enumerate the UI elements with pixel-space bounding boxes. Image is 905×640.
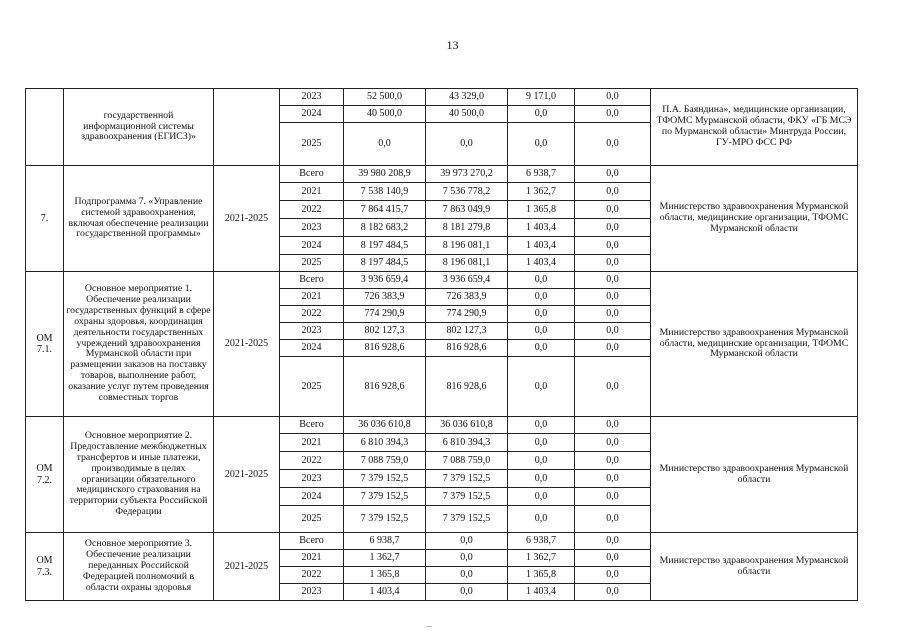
row-responsible: Министерство здравоохранения Мурманской области	[651, 533, 858, 601]
row-federal: 0,0	[508, 452, 575, 470]
row-regional: 7 379 152,5	[426, 470, 508, 488]
row-year: Всего	[280, 272, 344, 289]
row-year: 2024	[280, 237, 344, 255]
row-year: 2023	[280, 323, 344, 340]
row-federal: 0,0	[508, 106, 575, 123]
row-federal: 1 403,4	[508, 219, 575, 237]
row-other: 0,0	[575, 89, 651, 106]
row-responsible: П.А. Баяндина», медицинские организации, ТФОМС Мурманской области, ФКУ «ГБ МСЭ по Мурманской области» Минтруда России, ГУ-МРО ФСС РФ	[651, 89, 858, 166]
row-year: 2024	[280, 488, 344, 506]
row-regional: 39 973 270,2	[426, 166, 508, 183]
row-number	[26, 89, 64, 166]
row-regional: 0,0	[426, 584, 508, 601]
table-row	[26, 417, 858, 434]
row-total: 36 036 610,8	[344, 417, 426, 434]
row-total: 0,0	[344, 123, 426, 166]
row-federal: 1 403,4	[508, 584, 575, 601]
row-regional: 7 379 152,5	[426, 488, 508, 506]
row-name: Основное мероприятие 1. Обеспечение реализации государственных функций в сфере охраны здоровья, координация деятельности государственных учреждений здравоохранения Мурманской области при размещении заказов на поставку товаров, выполнение работ, оказание услуг путем проведения совместных торгов	[64, 272, 214, 417]
row-other: 0,0	[575, 452, 651, 470]
row-responsible: Министерство здравоохранения Мурманской области	[651, 417, 858, 533]
row-number: ОМ 7.3.	[26, 533, 64, 601]
row-regional: 7 379 152,5	[426, 506, 508, 533]
row-year: 2023	[280, 89, 344, 106]
row-total: 6 938,7	[344, 533, 426, 550]
row-other: 0,0	[575, 201, 651, 219]
row-federal: 1 362,7	[508, 183, 575, 201]
row-year: 2023	[280, 470, 344, 488]
row-name: государственной информационной системы здравоохранения (ЕГИСЗ)»	[64, 89, 214, 166]
row-total: 39 980 208,9	[344, 166, 426, 183]
row-year: 2021	[280, 289, 344, 306]
row-regional: 43 329,0	[426, 89, 508, 106]
row-year: 2023	[280, 219, 344, 237]
row-regional: 0,0	[426, 550, 508, 567]
row-other: 0,0	[575, 506, 651, 533]
row-regional: 3 936 659,4	[426, 272, 508, 289]
row-regional: 7 088 759,0	[426, 452, 508, 470]
row-total: 7 088 759,0	[344, 452, 426, 470]
row-total: 7 379 152,5	[344, 488, 426, 506]
row-other: 0,0	[575, 183, 651, 201]
row-total: 7 864 415,7	[344, 201, 426, 219]
row-federal: 6 938,7	[508, 166, 575, 183]
row-regional: 8 196 081,1	[426, 255, 508, 272]
table-row	[26, 533, 858, 550]
row-total: 7 379 152,5	[344, 470, 426, 488]
row-federal: 0,0	[508, 417, 575, 434]
row-other: 0,0	[575, 272, 651, 289]
row-other: 0,0	[575, 357, 651, 417]
row-total: 1 362,7	[344, 550, 426, 567]
row-year: Всего	[280, 166, 344, 183]
row-federal: 0,0	[508, 340, 575, 357]
row-number: 7.	[26, 166, 64, 272]
row-other: 0,0	[575, 550, 651, 567]
row-total: 802 127,3	[344, 323, 426, 340]
row-regional: 0,0	[426, 567, 508, 584]
budget-table	[25, 88, 858, 601]
row-total: 8 197 484,5	[344, 237, 426, 255]
row-federal: 1 365,8	[508, 201, 575, 219]
row-regional: 36 036 610,8	[426, 417, 508, 434]
row-other: 0,0	[575, 306, 651, 323]
row-other: 0,0	[575, 289, 651, 306]
row-total: 1 365,8	[344, 567, 426, 584]
row-year: 2024	[280, 340, 344, 357]
row-federal: 0,0	[508, 289, 575, 306]
row-regional: 0,0	[426, 533, 508, 550]
row-regional: 7 863 049,9	[426, 201, 508, 219]
row-year: 2021	[280, 550, 344, 567]
row-year: 2025	[280, 357, 344, 417]
row-other: 0,0	[575, 237, 651, 255]
row-total: 8 182 683,2	[344, 219, 426, 237]
row-federal: 6 938,7	[508, 533, 575, 550]
row-year: 2022	[280, 306, 344, 323]
row-year: 2023	[280, 584, 344, 601]
row-year: 2022	[280, 567, 344, 584]
row-other: 0,0	[575, 106, 651, 123]
row-year: 2021	[280, 183, 344, 201]
row-total: 6 810 394,3	[344, 434, 426, 452]
row-other: 0,0	[575, 340, 651, 357]
page-number: 13	[446, 38, 459, 52]
row-total: 40 500,0	[344, 106, 426, 123]
row-year: 2022	[280, 201, 344, 219]
row-other: 0,0	[575, 123, 651, 166]
row-regional: 816 928,6	[426, 357, 508, 417]
row-other: 0,0	[575, 434, 651, 452]
row-total: 7 379 152,5	[344, 506, 426, 533]
row-federal: 1 403,4	[508, 237, 575, 255]
row-period	[214, 89, 280, 166]
row-year: 2024	[280, 106, 344, 123]
row-total: 8 197 484,5	[344, 255, 426, 272]
row-other: 0,0	[575, 567, 651, 584]
row-total: 52 500,0	[344, 89, 426, 106]
row-total: 774 290,9	[344, 306, 426, 323]
row-federal: 0,0	[508, 306, 575, 323]
row-federal: 0,0	[508, 323, 575, 340]
row-other: 0,0	[575, 584, 651, 601]
row-total: 3 936 659,4	[344, 272, 426, 289]
scan-mark	[426, 626, 432, 627]
row-other: 0,0	[575, 417, 651, 434]
row-name: Основное мероприятие 3. Обеспечение реализации переданных Российской Федерацией полномочий в области охраны здоровья	[64, 533, 214, 601]
table-row	[26, 166, 858, 183]
row-federal: 0,0	[508, 434, 575, 452]
row-other: 0,0	[575, 533, 651, 550]
row-regional: 40 500,0	[426, 106, 508, 123]
row-responsible: Министерство здравоохранения Мурманской области, медицинские организации, ТФОМС Мурманской области	[651, 166, 858, 272]
row-other: 0,0	[575, 470, 651, 488]
row-name: Подпрограмма 7. «Управление системой здравоохранения, включая обеспечение реализации государственной программы»	[64, 166, 214, 272]
row-total: 816 928,6	[344, 340, 426, 357]
row-federal: 1 365,8	[508, 567, 575, 584]
row-federal: 0,0	[508, 123, 575, 166]
row-year: Всего	[280, 533, 344, 550]
row-total: 7 538 140,9	[344, 183, 426, 201]
row-regional: 802 127,3	[426, 323, 508, 340]
row-responsible: Министерство здравоохранения Мурманской области, медицинские организации, ТФОМС Мурманской области	[651, 272, 858, 417]
row-federal: 9 171,0	[508, 89, 575, 106]
row-period: 2021-2025	[214, 272, 280, 417]
row-number: ОМ 7.1.	[26, 272, 64, 417]
row-year: 2025	[280, 123, 344, 166]
row-federal: 1 403,4	[508, 255, 575, 272]
row-federal: 0,0	[508, 470, 575, 488]
row-federal: 0,0	[508, 488, 575, 506]
row-regional: 0,0	[426, 123, 508, 166]
row-year: Всего	[280, 417, 344, 434]
row-regional: 8 196 081,1	[426, 237, 508, 255]
row-regional: 726 383,9	[426, 289, 508, 306]
row-other: 0,0	[575, 166, 651, 183]
row-other: 0,0	[575, 323, 651, 340]
row-federal: 0,0	[508, 357, 575, 417]
row-regional: 8 181 279,8	[426, 219, 508, 237]
row-federal: 0,0	[508, 272, 575, 289]
row-regional: 7 536 778,2	[426, 183, 508, 201]
row-regional: 774 290,9	[426, 306, 508, 323]
row-period: 2021-2025	[214, 166, 280, 272]
row-federal: 1 362,7	[508, 550, 575, 567]
row-regional: 816 928,6	[426, 340, 508, 357]
row-year: 2021	[280, 434, 344, 452]
row-year: 2025	[280, 255, 344, 272]
row-number: ОМ 7.2.	[26, 417, 64, 533]
row-other: 0,0	[575, 255, 651, 272]
row-other: 0,0	[575, 488, 651, 506]
row-year: 2022	[280, 452, 344, 470]
row-total: 1 403,4	[344, 584, 426, 601]
row-year: 2025	[280, 506, 344, 533]
row-other: 0,0	[575, 219, 651, 237]
row-period: 2021-2025	[214, 533, 280, 601]
row-federal: 0,0	[508, 506, 575, 533]
table-row	[26, 272, 858, 289]
row-period: 2021-2025	[214, 417, 280, 533]
row-name: Основное мероприятие 2. Предоставление межбюджетных трансфертов и иные платежи, производимые в целях организации обязательного медицинского страхования на территории субъекта Российской Федерации	[64, 417, 214, 533]
row-total: 726 383,9	[344, 289, 426, 306]
row-regional: 6 810 394,3	[426, 434, 508, 452]
row-total: 816 928,6	[344, 357, 426, 417]
table-row	[26, 89, 858, 106]
